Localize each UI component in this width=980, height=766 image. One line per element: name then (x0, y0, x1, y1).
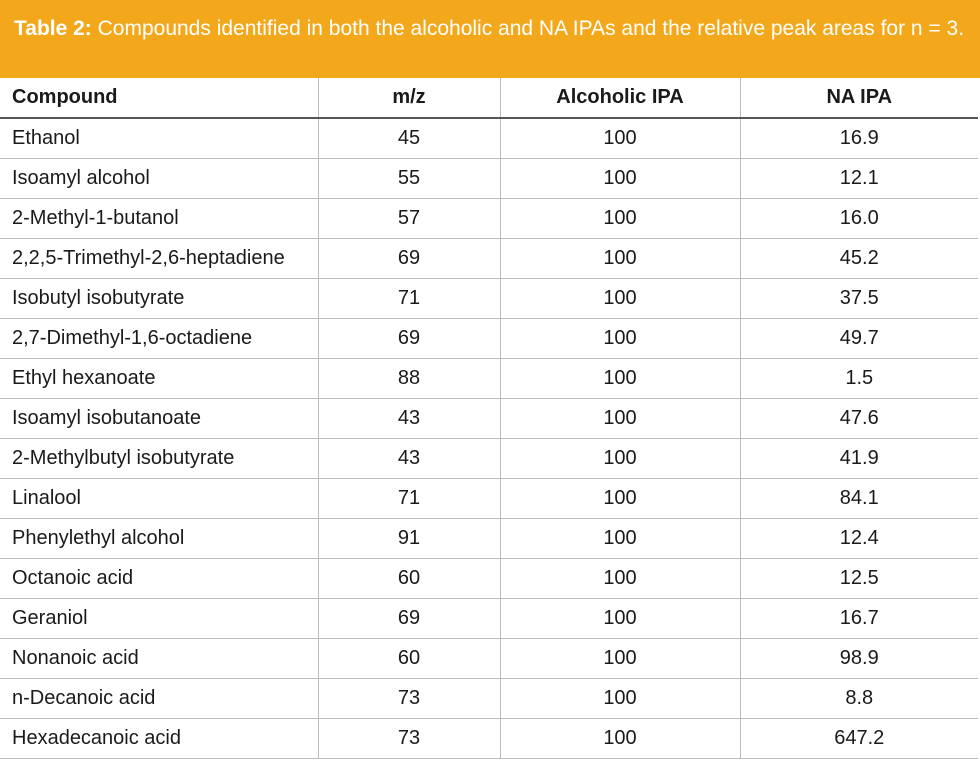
alcoholic-ipa-cell: 100 (500, 438, 740, 478)
table-body (0, 118, 978, 758)
alcoholic-ipa-cell: 100 (500, 678, 740, 718)
header-row (0, 78, 978, 118)
table-row (0, 358, 978, 398)
table-row (0, 198, 978, 238)
alcoholic-ipa-cell: 100 (500, 238, 740, 278)
na-ipa-cell: 47.6 (740, 398, 978, 438)
caption-label: Table 2: (14, 17, 92, 40)
na-ipa-cell: 45.2 (740, 238, 978, 278)
alcoholic-ipa-cell: 100 (500, 358, 740, 398)
table-row (0, 478, 978, 518)
alcoholic-ipa-cell: 100 (500, 598, 740, 638)
compound-cell: Linalool (0, 478, 318, 518)
compound-cell: Ethyl hexanoate (0, 358, 318, 398)
na-ipa-cell: 647.2 (740, 718, 978, 758)
mz-cell: 60 (318, 638, 500, 678)
alcoholic-ipa-cell: 100 (500, 558, 740, 598)
mz-cell: 73 (318, 678, 500, 718)
mz-cell: 57 (318, 198, 500, 238)
header-na-ipa: NA IPA (740, 78, 978, 118)
table-row (0, 678, 978, 718)
mz-cell: 45 (318, 118, 500, 158)
mz-cell: 43 (318, 438, 500, 478)
table-row (0, 238, 978, 278)
na-ipa-cell: 41.9 (740, 438, 978, 478)
mz-cell: 91 (318, 518, 500, 558)
alcoholic-ipa-cell: 100 (500, 478, 740, 518)
mz-cell: 69 (318, 238, 500, 278)
compound-cell: 2,7-Dimethyl-1,6-octadiene (0, 318, 318, 358)
mz-cell: 69 (318, 318, 500, 358)
compound-cell: Nonanoic acid (0, 638, 318, 678)
mz-cell: 60 (318, 558, 500, 598)
alcoholic-ipa-cell: 100 (500, 398, 740, 438)
mz-cell: 43 (318, 398, 500, 438)
alcoholic-ipa-cell: 100 (500, 198, 740, 238)
compound-cell: Octanoic acid (0, 558, 318, 598)
alcoholic-ipa-cell: 100 (500, 158, 740, 198)
table-row (0, 638, 978, 678)
alcoholic-ipa-cell: 100 (500, 638, 740, 678)
compound-cell: 2-Methylbutyl isobutyrate (0, 438, 318, 478)
table-row (0, 278, 978, 318)
table-row (0, 118, 978, 158)
mz-cell: 88 (318, 358, 500, 398)
compounds-table (0, 78, 978, 759)
caption-text: Compounds identified in both the alcoholic and NA IPAs and the relative peak areas for n = 3. (91, 17, 965, 40)
table-row (0, 598, 978, 638)
na-ipa-cell: 1.5 (740, 358, 978, 398)
table-row (0, 518, 978, 558)
na-ipa-cell: 12.4 (740, 518, 978, 558)
alcoholic-ipa-cell: 100 (500, 318, 740, 358)
mz-cell: 55 (318, 158, 500, 198)
alcoholic-ipa-cell: 100 (500, 718, 740, 758)
table-row (0, 558, 978, 598)
header-compound: Compound (0, 78, 318, 118)
mz-cell: 73 (318, 718, 500, 758)
compound-cell: n-Decanoic acid (0, 678, 318, 718)
compound-cell: Geraniol (0, 598, 318, 638)
na-ipa-cell: 12.5 (740, 558, 978, 598)
mz-cell: 71 (318, 478, 500, 518)
na-ipa-cell: 98.9 (740, 638, 978, 678)
compound-cell: Isobutyl isobutyrate (0, 278, 318, 318)
na-ipa-cell: 12.1 (740, 158, 978, 198)
compound-cell: 2,2,5-Trimethyl-2,6-heptadiene (0, 238, 318, 278)
header-alcoholic-ipa: Alcoholic IPA (500, 78, 740, 118)
na-ipa-cell: 16.0 (740, 198, 978, 238)
na-ipa-cell: 37.5 (740, 278, 978, 318)
table-caption (0, 0, 980, 78)
table-row (0, 718, 978, 758)
compound-cell: Isoamyl isobutanoate (0, 398, 318, 438)
table-row (0, 158, 978, 198)
compound-cell: Phenylethyl alcohol (0, 518, 318, 558)
mz-cell: 71 (318, 278, 500, 318)
alcoholic-ipa-cell: 100 (500, 518, 740, 558)
compound-cell: Hexadecanoic acid (0, 718, 318, 758)
alcoholic-ipa-cell: 100 (500, 118, 740, 158)
table-row (0, 438, 978, 478)
table-row (0, 318, 978, 358)
mz-cell: 69 (318, 598, 500, 638)
compound-cell: Isoamyl alcohol (0, 158, 318, 198)
table-row (0, 398, 978, 438)
compound-cell: 2-Methyl-1-butanol (0, 198, 318, 238)
alcoholic-ipa-cell: 100 (500, 278, 740, 318)
compound-cell: Ethanol (0, 118, 318, 158)
header-mz: m/z (318, 78, 500, 118)
na-ipa-cell: 49.7 (740, 318, 978, 358)
na-ipa-cell: 16.7 (740, 598, 978, 638)
na-ipa-cell: 16.9 (740, 118, 978, 158)
na-ipa-cell: 8.8 (740, 678, 978, 718)
na-ipa-cell: 84.1 (740, 478, 978, 518)
